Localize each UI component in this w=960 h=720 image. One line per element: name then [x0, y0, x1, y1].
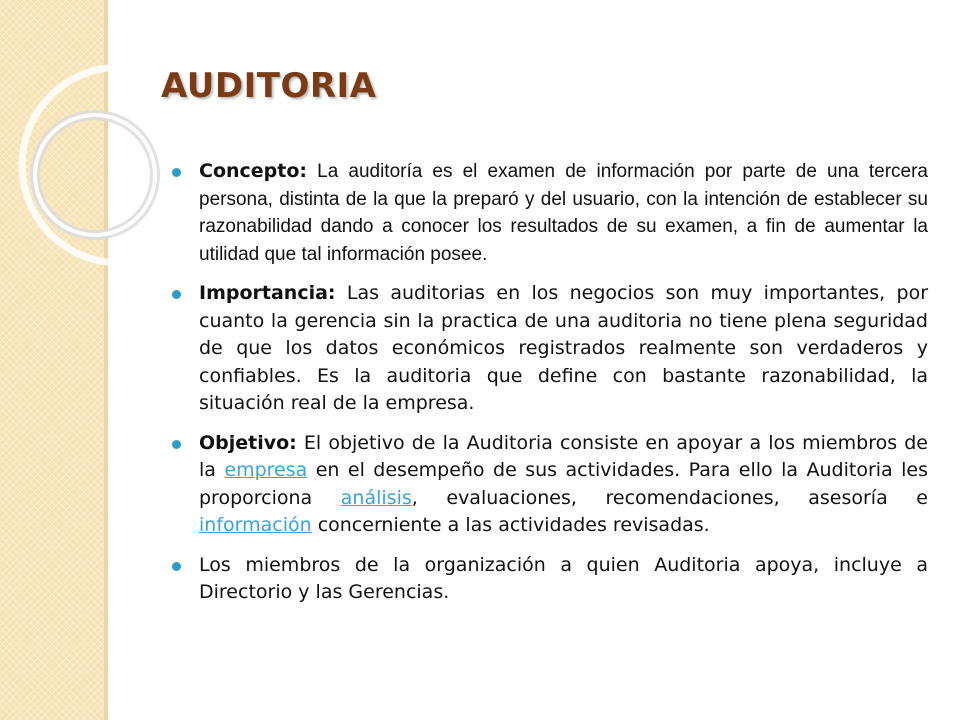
- slide-title: AUDITORIA: [161, 66, 377, 106]
- link-analisis[interactable]: análisis: [340, 486, 412, 509]
- text-objetivo-b: en el desempeño de sus actividades. Para ello la Auditoria les proporciona: [199, 459, 928, 509]
- inner-ring-highlight: [35, 115, 155, 235]
- link-informacion[interactable]: información: [199, 514, 312, 536]
- text-concepto: La auditoría es el examen de información por parte de una tercera persona, distinta de la que la preparó y del usuario, con la intención de establecer su razonabilidad dando a conocer los resultados de su examen, a fin de aumentar la utilidad que tal información posee.: [199, 161, 928, 265]
- term-concepto: Concepto:: [199, 160, 308, 182]
- list-item-objetivo: [172, 430, 928, 540]
- text-miembros: Los miembros de la organización a quien Auditoria apoya, incluye a Directorio y las Gerencias.: [199, 553, 928, 603]
- list-item-concepto: [172, 158, 928, 268]
- text-importancia: Las auditorias en los negocios son muy importantes, por cuanto la gerencia sin la practica de una auditoria no tiene plena seguridad de que los datos económicos registrados realmente son verdaderos y confiables. Es la auditoria que define con bastante razonabilidad, la situación real de la empresa.: [199, 282, 928, 414]
- text-objetivo-a: El objetivo de la Auditoria consiste en apoyar a los miembros de la: [199, 431, 928, 481]
- list-item-importancia: [172, 280, 928, 418]
- term-importancia: Importancia:: [199, 282, 336, 304]
- list-item-miembros: [172, 552, 928, 607]
- text-objetivo-c: , evaluaciones, recomendaciones, asesoría e: [411, 486, 928, 509]
- link-empresa[interactable]: empresa: [224, 459, 308, 481]
- term-objetivo: Objetivo:: [199, 431, 297, 454]
- bullet-list: [172, 158, 928, 619]
- text-objetivo-d: concerniente a las actividades revisadas.: [311, 514, 710, 536]
